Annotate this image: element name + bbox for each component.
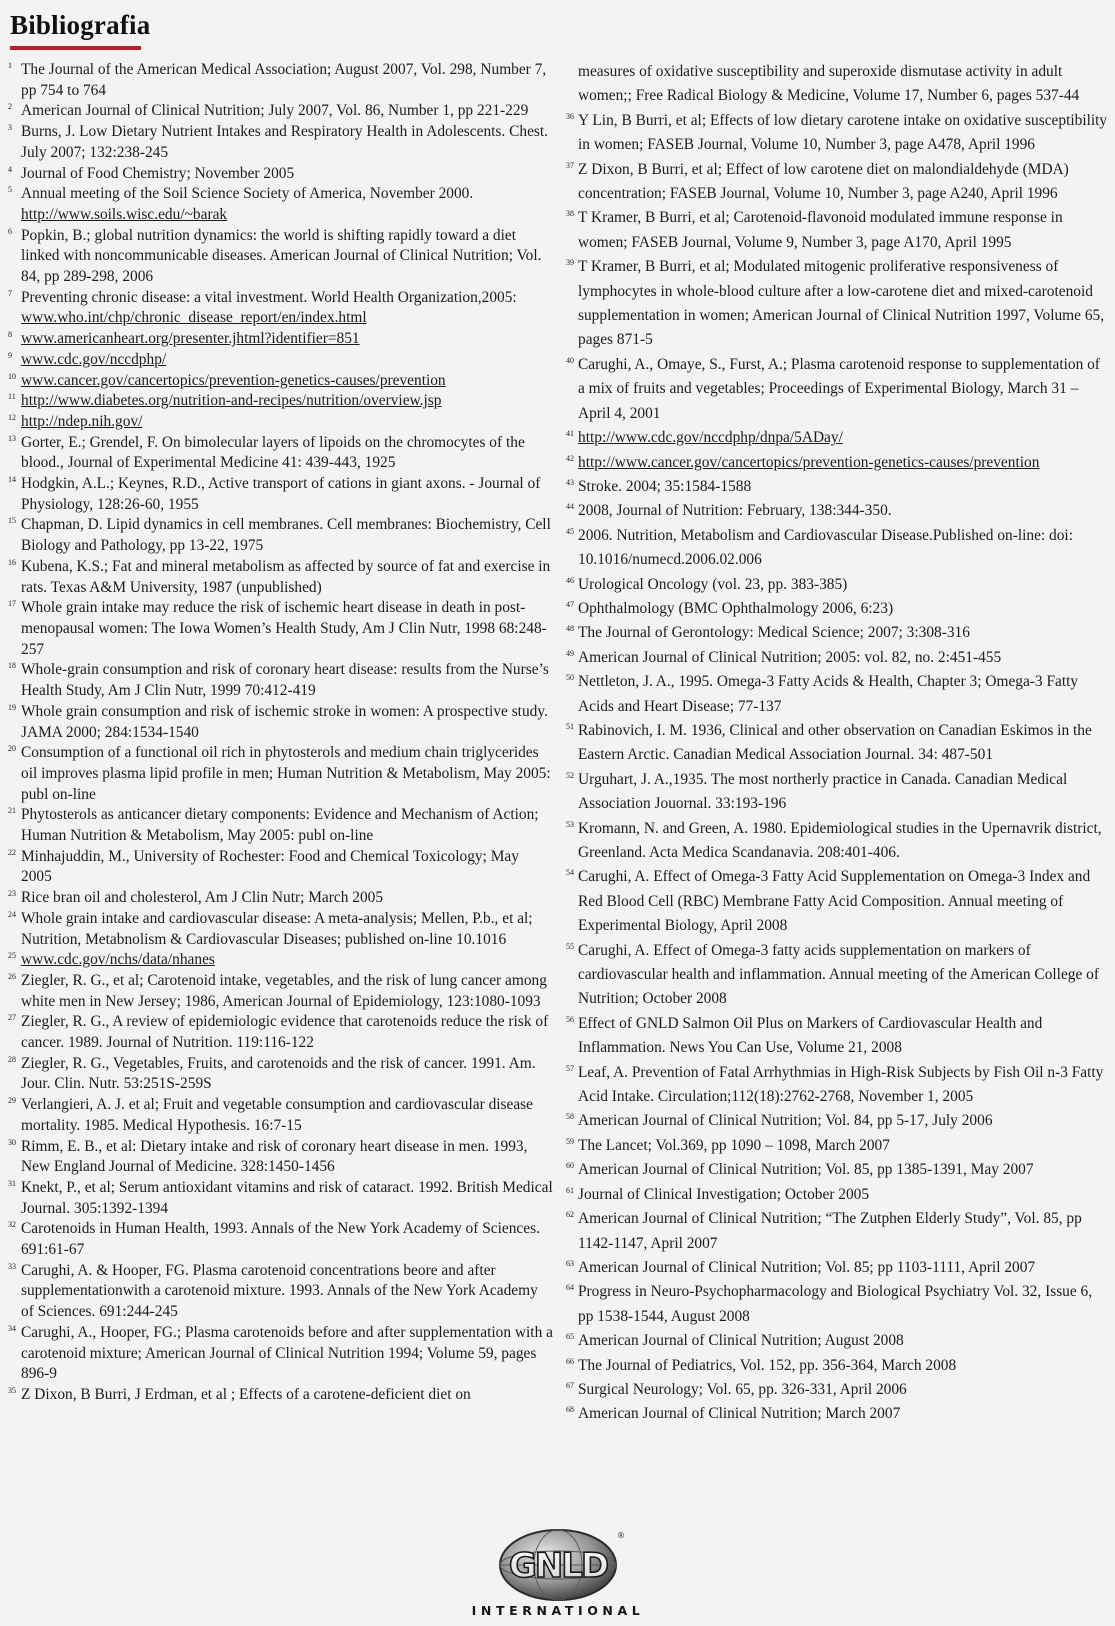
reference-number: 10 <box>8 371 16 381</box>
reference-number: 7 <box>8 288 12 298</box>
reference-item <box>8 391 553 412</box>
reference-item <box>8 950 553 971</box>
reference-item <box>8 743 553 805</box>
reference-text: Y Lin, B Burri, et al; Effects of low dietary carotene intake on oxidative susceptibility in women; FASEB Journal, Volume 10, Number 3, page A478, April 1996 <box>578 111 1108 154</box>
reference-number: 59 <box>566 1136 574 1146</box>
reference-number: 25 <box>8 951 16 961</box>
reference-text: Whole grain consumption and risk of ischemic stroke in women: A prospective study. JAMA 2000; 284:1534-1540 <box>21 702 548 741</box>
reference-number: 51 <box>566 721 574 731</box>
reference-text: Ziegler, R. G., A review of epidemiologic evidence that carotenoids reduce the risk of cancer. 1989. Journal of Nutrition. 119:116-122 <box>21 1013 549 1052</box>
references-left-column <box>8 60 553 1406</box>
reference-item <box>8 1261 553 1323</box>
reference-item <box>8 909 553 950</box>
reference-item <box>8 474 553 515</box>
reference-item <box>566 1280 1110 1329</box>
reference-text: Consumption of a functional oil rich in phytosterols and medium chain triglycerides oil improves plasma lipid profile in men; Human Nutrition & Metabolism, May 2005: publ on-line <box>21 744 551 803</box>
reference-item <box>8 60 553 101</box>
reference-text: Minhajuddin, M., University of Rochester: Food and Chemical Toxicology; May 2005 <box>21 847 519 886</box>
reference-number: 8 <box>8 330 12 340</box>
reference-item <box>566 939 1110 1012</box>
reference-text: Leaf, A. Prevention of Fatal Arrhythmias in High-Risk Subjects by Fish Oil n-3 Fatty Acid Intake. Circulation;112(18):2762-2768, November 1, 2005 <box>578 1063 1104 1106</box>
reference-text: Urological Oncology (vol. 23, pp. 383-385) <box>578 575 848 593</box>
reference-item <box>566 255 1110 353</box>
reference-number: 64 <box>566 1283 574 1293</box>
reference-item <box>8 412 553 433</box>
reference-item <box>8 515 553 556</box>
reference-item <box>8 847 553 888</box>
reference-item <box>566 1354 1110 1378</box>
reference-number: 63 <box>566 1258 574 1268</box>
reference-number: 47 <box>566 599 574 609</box>
reference-text: Popkin, B.; global nutrition dynamics: the world is shifting rapidly toward a diet linked with noncommunicable diseases. American Journal of Clinical Nutrition; Vol. 84, pp 289-298, 2006 <box>21 226 542 286</box>
reference-item <box>566 426 1110 450</box>
reference-link[interactable]: http://www.cdc.gov/nccdphp/dnpa/5ADay/ <box>578 429 843 447</box>
reference-text: Carughi, A., Omaye, S., Furst, A.; Plasma carotenoid response to supplementation of a mix of fruits and vegetables; Proceedings of Experimental Biology, March 31 – April 4, 2001 <box>578 355 1100 422</box>
reference-item <box>8 371 553 392</box>
reference-number: 41 <box>566 429 574 439</box>
reference-item <box>8 805 553 846</box>
reference-number: 5 <box>8 185 12 195</box>
reference-text: Rice bran oil and cholesterol, Am J Clin Nutr; March 2005 <box>21 889 384 907</box>
reference-text: The Journal of Pediatrics, Vol. 152, pp. 356-364, March 2008 <box>578 1356 957 1374</box>
reference-item <box>566 109 1110 158</box>
reference-number: 36 <box>566 111 574 121</box>
reference-text: 2008, Journal of Nutrition: February, 138:344-350. <box>578 502 892 520</box>
reference-number: 12 <box>8 412 16 422</box>
reference-item <box>566 353 1110 426</box>
reference-text: Chapman, D. Lipid dynamics in cell membranes. Cell membranes: Biochemistry, Cell Biology and Pathology, pp 13-22, 1975 <box>21 516 551 555</box>
reference-number: 53 <box>566 819 574 829</box>
reference-item <box>566 621 1110 645</box>
reference-text: Surgical Neurology; Vol. 65, pp. 326-331, April 2006 <box>578 1380 907 1398</box>
reference-number: 21 <box>8 806 16 816</box>
reference-text: Gorter, E.; Grendel, F. On bimolecular layers of lipoids on the chromocytes of the blood., Journal of Experimental Medicine 41: 439-443, 1925 <box>21 433 525 472</box>
reference-item <box>566 597 1110 621</box>
reference-text: Stroke. 2004; 35:1584-1588 <box>578 477 752 495</box>
reference-item <box>8 971 553 1012</box>
reference-item <box>8 329 553 350</box>
reference-item <box>566 768 1110 817</box>
reference-item <box>566 670 1110 719</box>
reference-text: Carughi, A. Effect of Omega-3 fatty acids supplementation on markers of cardiovascular health and inflammation. Annual meeting of the American College of Nutrition; October 2008 <box>578 941 1099 1008</box>
reference-number: 56 <box>566 1014 574 1024</box>
page-title: Bibliografia <box>10 10 151 40</box>
reference-item <box>8 226 553 288</box>
reference-item <box>8 888 553 909</box>
reference-number: 68 <box>566 1405 574 1415</box>
gnld-logo <box>447 1527 669 1619</box>
reference-text: American Journal of Clinical Nutrition; “The Zutphen Elderly Study”, Vol. 85, pp 1142-1147, April 2007 <box>578 1210 1082 1252</box>
reference-text: The Lancet; Vol.369, pp 1090 – 1098, March 2007 <box>578 1136 890 1154</box>
reference-text: Whole grain intake and cardiovascular disease: A meta-analysis; Mellen, P.b., et al; Nutrition, Metabnolism & Cardiovascular Diseases; published on-line 10.1016 <box>21 909 533 948</box>
reference-number: 62 <box>566 1210 574 1220</box>
reference-number: 60 <box>566 1161 574 1171</box>
reference-text: Ziegler, R. G., et al; Carotenoid intake, vegetables, and the risk of lung cancer among white men in New Jersey; 1986, American Journal of Epidemiology, 123:1080-1093 <box>21 971 547 1010</box>
reference-number: 29 <box>8 1096 16 1106</box>
reference-item <box>8 1178 553 1219</box>
title-underline <box>10 46 141 50</box>
reference-text: The Journal of Gerontology: Medical Science; 2007; 3:308-316 <box>578 624 970 642</box>
reference-text: T Kramer, B Burri, et al; Carotenoid-flavonoid modulated immune response in women; FASEB Journal, Volume 9, Number 3, page A170, April 1995 <box>578 209 1063 251</box>
reference-number: 39 <box>566 258 574 268</box>
reference-number: 37 <box>566 160 574 170</box>
reference-item <box>8 1012 553 1053</box>
reference-text: Journal of Clinical Investigation; October 2005 <box>578 1185 870 1203</box>
references-right-column <box>566 60 1110 1427</box>
reference-item <box>566 1207 1110 1256</box>
logo-wordmark: INTERNATIONAL <box>471 1603 645 1618</box>
reference-text: Kubena, K.S.; Fat and mineral metabolism as affected by source of fat and exercise in rats. Texas A&M University, 1987 (unpublished) <box>21 557 551 596</box>
reference-item <box>8 557 553 598</box>
reference-number: 26 <box>8 971 16 981</box>
reference-text: Ziegler, R. G., Vegetables, Fruits, and carotenoids and the risk of cancer. 1991. Am. Jour. Clin. Nutr. 53:251S-259S <box>21 1054 536 1093</box>
logo-mark-text: GNLD <box>508 1546 608 1586</box>
reference-text: The Journal of the American Medical Association; August 2007, Vol. 298, Number 7, pp 754 to 764 <box>21 61 547 99</box>
reference-number: 57 <box>566 1063 574 1073</box>
reference-text: measures of oxidative susceptibility and superoxide dismutase activity in adult women;; Free Radical Biology & Medicine, Volume 17, Number 6, pages 537-44 <box>578 63 1080 105</box>
reference-number: 13 <box>8 433 16 443</box>
reference-number: 40 <box>566 355 574 365</box>
reference-text: Urguhart, J. A.,1935. The most northerly practice in Canada. Canadian Medical Association Jouornal. 33:193-196 <box>578 770 1068 813</box>
reference-text: Journal of Food Chemistry; November 2005 <box>21 164 295 182</box>
reference-number: 35 <box>8 1386 16 1395</box>
reference-item <box>566 524 1110 573</box>
reference-item <box>8 122 553 163</box>
reference-text: Rabinovich, I. M. 1936, Clinical and other observation on Canadian Eskimos in the Eastern Arctic. Canadian Medical Association Journal. 34: 487-501 <box>578 721 1092 764</box>
reference-item <box>566 1134 1110 1158</box>
reference-number: 28 <box>8 1054 16 1064</box>
reference-item <box>566 1329 1110 1353</box>
reference-item <box>566 1158 1110 1182</box>
reference-number: 45 <box>566 526 574 536</box>
reference-item <box>566 719 1110 768</box>
reference-item <box>566 158 1110 207</box>
reference-text: Preventing chronic disease: a vital investment. World Health Organization,2005: <box>21 288 517 306</box>
reference-text: Progress in Neuro-Psychopharmacology and Biological Psychiatry Vol. 32, Issue 6, pp 1538-1544, August 2008 <box>578 1283 1093 1325</box>
reference-number: 16 <box>8 557 16 567</box>
reference-text: Kromann, N. and Green, A. 1980. Epidemiological studies in the Upernavrik district, Greenland. Acta Medica Scandanavia. 208:401-406. <box>578 819 1102 861</box>
reference-text: Whole grain intake may reduce the risk of ischemic heart disease in death in post-menopausal women: The Iowa Women’s Health Study, Am J Clin Nutr, 1998 68:248-257 <box>21 599 547 658</box>
reference-text: Carotenoids in Human Health, 1993. Annals of the New York Academy of Sciences. 691:61-67 <box>21 1220 540 1259</box>
reference-number: 27 <box>8 1013 16 1023</box>
reference-text: Hodgkin, A.L.; Keynes, R.D., Active transport of cations in giant axons. - Journal of Physiology, 128:26-60, 1955 <box>21 475 541 513</box>
reference-link[interactable]: www.cdc.gov/nchs/data/nhanes <box>21 951 215 969</box>
reference-link[interactable]: http://www.cancer.gov/cancertopics/prevention-genetics-causes/prevention <box>578 453 1040 471</box>
reference-link[interactable]: www.who.int/chp/chronic_disease_report/en/index.html <box>21 309 367 327</box>
reference-item <box>566 499 1110 523</box>
reference-number: 43 <box>566 477 574 487</box>
reference-text: Phytosterols as anticancer dietary components: Evidence and Mechanism of Action; Human Nutrition & Metabolism, May 2005: publ on-line <box>21 806 539 845</box>
reference-item <box>566 646 1110 670</box>
reference-text: Carughi, A., Hooper, FG.; Plasma carotenoids before and after supplementation with a carotenoid mixture; American Journal of Clinical Nutrition 1994; Volume 59, pages 896-9 <box>21 1323 553 1383</box>
reference-number: 30 <box>8 1137 16 1147</box>
reference-item <box>566 451 1110 475</box>
reference-link[interactable]: www.cancer.gov/cancertopics/prevention-genetics-causes/prevention <box>21 371 446 389</box>
reference-text: Burns, J. Low Dietary Nutrient Intakes and Respiratory Health in Adolescents. Chest. July 2007; 132:238-245 <box>21 123 549 161</box>
reference-text: American Journal of Clinical Nutrition; Vol. 84, pp 5-17, July 2006 <box>578 1112 993 1130</box>
reference-number: 17 <box>8 599 16 609</box>
reference-number: 38 <box>566 209 574 219</box>
reference-item <box>566 206 1110 255</box>
reference-number: 65 <box>566 1332 574 1342</box>
reference-number: 42 <box>566 453 574 463</box>
reference-number: 55 <box>566 941 574 951</box>
gnld-globe-mark <box>447 1527 669 1605</box>
reference-number: 54 <box>566 868 574 878</box>
reference-number: 44 <box>566 502 574 512</box>
reference-number: 66 <box>566 1356 574 1366</box>
reference-number: 32 <box>8 1220 16 1230</box>
reference-item <box>8 433 553 474</box>
reference-item <box>566 1061 1110 1110</box>
reference-link[interactable]: www.americanheart.org/presenter.jhtml?identifier=851 <box>21 330 360 348</box>
reference-text: Nettleton, J. A., 1995. Omega-3 Fatty Acids & Health, Chapter 3; Omega-3 Fatty Acids and Heart Disease; 77-137 <box>578 673 1079 715</box>
reference-item <box>8 1095 553 1136</box>
reference-number: 58 <box>566 1112 574 1122</box>
reference-item <box>8 1323 553 1385</box>
reference-number: 22 <box>8 847 16 857</box>
reference-item <box>8 1219 553 1260</box>
reference-number: 33 <box>8 1261 16 1271</box>
reference-number: 34 <box>8 1323 16 1333</box>
reference-number: 2 <box>8 102 12 112</box>
reference-item <box>566 573 1110 597</box>
reference-number: 50 <box>566 673 574 683</box>
reference-number: 48 <box>566 624 574 634</box>
reference-text: Annual meeting of the Soil Science Society of America, November 2000. <box>21 185 474 203</box>
reference-item <box>566 1183 1110 1207</box>
reference-item <box>8 350 553 371</box>
reference-number: 9 <box>8 350 12 360</box>
reference-item <box>566 865 1110 938</box>
reference-item <box>8 1054 553 1095</box>
reference-number: 19 <box>8 702 16 712</box>
reference-text: Whole-grain consumption and risk of coronary heart disease: results from the Nurse’s Health Study, Am J Clin Nutr, 1999 70:412-419 <box>21 661 549 700</box>
reference-number: 46 <box>566 575 574 585</box>
reference-text: Knekt, P., et al; Serum antioxidant vitamins and risk of cataract. 1992. British Medical Journal. 305:1392-1394 <box>21 1178 553 1217</box>
registered-mark: ® <box>617 1531 625 1540</box>
reference-link[interactable]: www.cdc.gov/nccdphp/ <box>21 350 167 368</box>
reference-link[interactable]: http://www.soils.wisc.edu/~barak <box>21 205 228 223</box>
reference-number: 23 <box>8 889 16 899</box>
reference-item <box>8 1137 553 1178</box>
reference-item <box>8 598 553 660</box>
reference-item <box>8 184 553 225</box>
reference-link[interactable]: http://ndep.nih.gov/ <box>21 412 143 430</box>
reference-text: American Journal of Clinical Nutrition; Vol. 85; pp 1103-1111, April 2007 <box>578 1258 1036 1276</box>
reference-text: T Kramer, B Burri, et al; Modulated mitogenic proliferative responsiveness of lymphocytes in whole-blood culture after a low-carotene diet and mixed-carotenoid supplementation in women; American Journal of Clinical Nutrition 1997, Volume 65, pages 871-5 <box>578 258 1105 349</box>
reference-text: Verlangieri, A. J. et al; Fruit and vegetable consumption and cardiovascular disease mortality. 1985. Medical Hypothesis. 16:7-15 <box>21 1096 534 1134</box>
reference-number: 67 <box>566 1380 574 1390</box>
reference-text: American Journal of Clinical Nutrition; Vol. 85, pp 1385-1391, May 2007 <box>578 1161 1034 1179</box>
reference-number: 20 <box>8 744 16 754</box>
reference-item <box>8 101 553 122</box>
reference-item <box>566 817 1110 866</box>
reference-text: Z Dixon, B Burri, J Erdman, et al ; Effects of a carotene-deficient diet on <box>21 1386 471 1403</box>
reference-item <box>566 1109 1110 1133</box>
reference-number: 31 <box>8 1178 16 1188</box>
reference-number: 3 <box>8 123 12 133</box>
reference-item <box>8 702 553 743</box>
reference-number: 49 <box>566 648 574 658</box>
reference-number: 24 <box>8 909 16 919</box>
reference-text: American Journal of Clinical Nutrition; March 2007 <box>578 1405 901 1423</box>
reference-text: American Journal of Clinical Nutrition; August 2008 <box>578 1332 904 1350</box>
reference-item <box>566 1402 1110 1426</box>
reference-number: 18 <box>8 661 16 671</box>
reference-link[interactable]: http://www.diabetes.org/nutrition-and-recipes/nutrition/overview.jsp <box>21 392 442 410</box>
reference-number: 6 <box>8 226 12 236</box>
reference-item <box>566 60 1110 109</box>
reference-number: 4 <box>8 164 12 174</box>
reference-text: Carughi, A. & Hooper, FG. Plasma carotenoid concentrations beore and after supplementationwith a carotenoid mixture. 1993. Annals of the New York Academy of Sciences. 691:244-245 <box>21 1261 538 1321</box>
reference-item <box>566 1256 1110 1280</box>
reference-text: American Journal of Clinical Nutrition; July 2007, Vol. 86, Number 1, pp 221-229 <box>21 102 529 120</box>
reference-number: 11 <box>8 392 16 402</box>
reference-item <box>566 1012 1110 1061</box>
reference-number: 14 <box>8 475 16 485</box>
reference-item <box>8 164 553 185</box>
reference-text: Ophthalmology (BMC Ophthalmology 2006, 6:23) <box>578 599 894 617</box>
reference-number: 61 <box>566 1185 574 1195</box>
reference-text: 2006. Nutrition, Metabolism and Cardiovascular Disease.Published on-line: doi: 10.1016/numecd.2006.02.006 <box>578 526 1073 569</box>
reference-item <box>8 660 553 701</box>
reference-item <box>8 288 553 329</box>
reference-item <box>8 1385 553 1406</box>
reference-text: Carughi, A. Effect of Omega-3 Fatty Acid Supplementation on Omega-3 Index and Red Blood Cell (RBC) Membrane Fatty Acid Composition. Annual meeting of Experimental Biology, April 2008 <box>578 868 1091 935</box>
reference-number: 52 <box>566 770 574 780</box>
reference-text: Effect of GNLD Salmon Oil Plus on Markers of Cardiovascular Health and Inflammation. News You Can Use, Volume 21, 2008 <box>578 1014 1043 1057</box>
reference-number: 1 <box>8 61 12 70</box>
reference-text: Rimm, E. B., et al: Dietary intake and risk of coronary heart disease in men. 1993, New England Journal of Medicine. 328:1450-1456 <box>21 1137 528 1176</box>
reference-item <box>566 1378 1110 1402</box>
reference-number: 15 <box>8 516 16 526</box>
reference-text: American Journal of Clinical Nutrition; 2005: vol. 82, no. 2:451-455 <box>578 648 1002 666</box>
reference-text: Z Dixon, B Burri, et al; Effect of low carotene diet on malondialdehyde (MDA) concentration; FASEB Journal, Volume 10, Number 3, page A240, April 1996 <box>578 160 1069 203</box>
reference-item <box>566 475 1110 499</box>
